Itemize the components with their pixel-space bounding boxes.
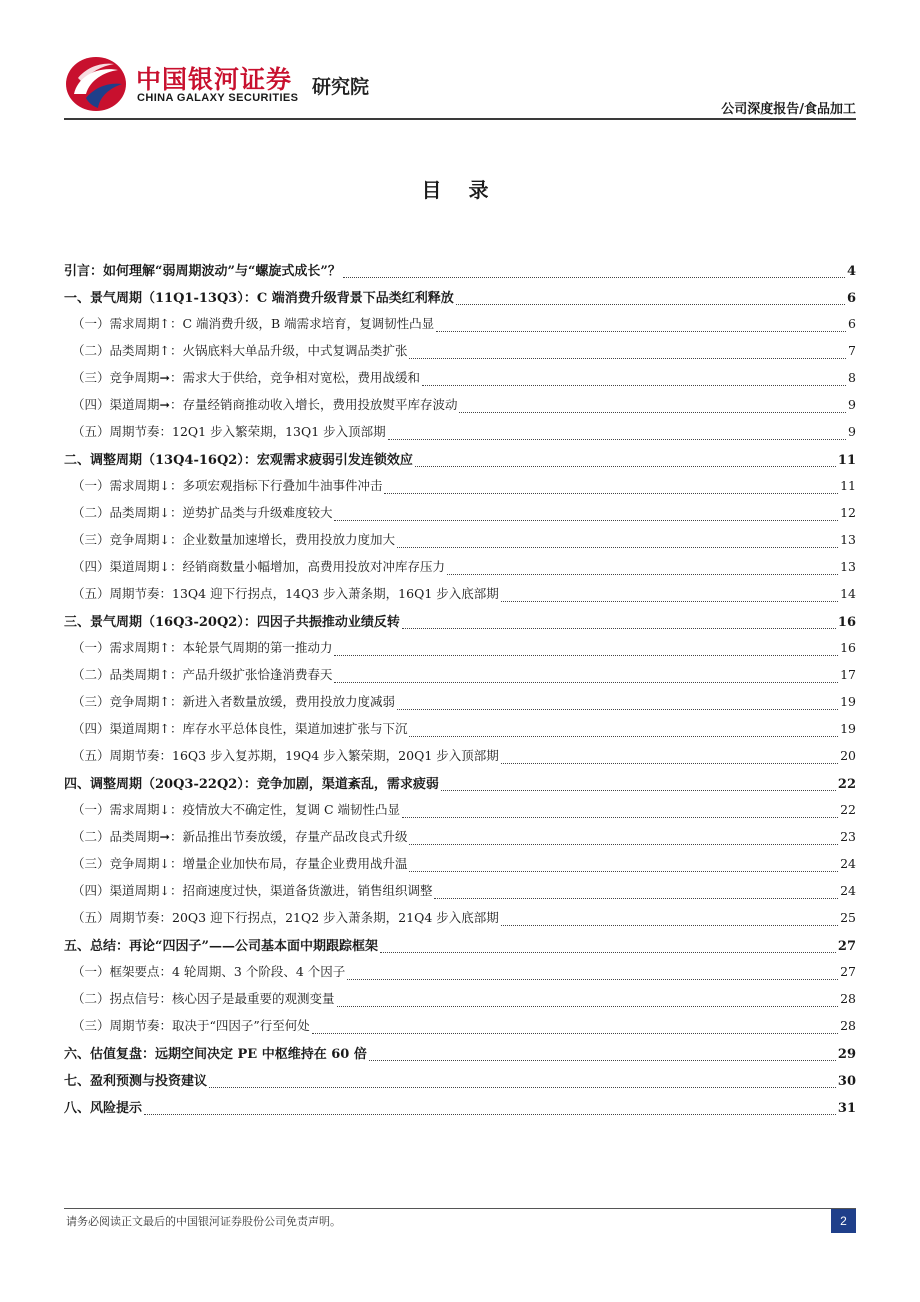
toc-entry-page: 23 xyxy=(840,829,856,844)
toc-entry-page: 9 xyxy=(848,397,856,412)
toc-leader-dots xyxy=(409,844,838,845)
toc-entry-title: （三）周期节奏：取决于“四因子”行至何处 xyxy=(72,1018,310,1033)
toc-entry[interactable] xyxy=(64,773,856,800)
toc-entry-title: 七、盈利预测与投资建议 xyxy=(64,1074,208,1089)
toc-entry-title: （二）拐点信号：核心因子是最重要的观测变量 xyxy=(72,991,335,1006)
toc-entry[interactable] xyxy=(64,692,856,719)
toc-leader-dots xyxy=(402,817,838,818)
toc-leader-dots xyxy=(209,1087,836,1088)
toc-leader-dots xyxy=(347,979,838,980)
toc-entry[interactable] xyxy=(64,665,856,692)
toc-entry[interactable] xyxy=(64,260,856,287)
toc-entry[interactable] xyxy=(64,746,856,773)
toc-entry-title: （四）渠道周期➞：存量经销商推动收入增长，费用投放熨平库存波动 xyxy=(72,397,458,412)
toc-entry-page: 14 xyxy=(840,586,856,601)
toc-entry-page: 27 xyxy=(837,939,856,954)
toc-leader-dots xyxy=(409,736,838,737)
toc-entry-page: 11 xyxy=(837,453,856,468)
toc-entry-title: 二、调整周期（13Q4-16Q2）：宏观需求疲弱引发连锁效应 xyxy=(64,453,413,468)
toc-leader-dots xyxy=(369,1060,836,1061)
toc-leader-dots xyxy=(409,871,838,872)
toc-leader-dots xyxy=(384,493,838,494)
toc-entry[interactable] xyxy=(64,827,856,854)
institute-label: 研究院 xyxy=(312,76,370,98)
toc-entry-page: 9 xyxy=(848,424,856,439)
toc-leader-dots xyxy=(312,1033,838,1034)
toc-entry[interactable] xyxy=(64,989,856,1016)
toc-entry-page: 16 xyxy=(840,640,856,655)
toc-entry-page: 7 xyxy=(848,343,856,358)
toc-leader-dots xyxy=(343,277,845,278)
toc-entry-title: （四）渠道周期↓：经销商数量小幅增加，高费用投放对冲库存压力 xyxy=(72,559,445,574)
toc-entry-title: 五、总结：再论“四因子”——公司基本面中期跟踪框架 xyxy=(64,939,378,954)
toc-leader-dots xyxy=(402,628,836,629)
toc-leader-dots xyxy=(397,709,838,710)
toc-entry-title: （一）需求周期↓：多项宏观指标下行叠加牛油事件冲击 xyxy=(72,478,383,493)
footer-disclaimer: 请务必阅读正文最后的中国银河证券股份公司免责声明。 xyxy=(66,1215,341,1228)
toc-leader-dots xyxy=(334,520,838,521)
toc-entry[interactable] xyxy=(64,341,856,368)
toc-entry-title: （一）框架要点：4 轮周期、3 个阶段、4 个因子 xyxy=(72,964,346,979)
toc-entry[interactable] xyxy=(64,962,856,989)
toc-entry[interactable] xyxy=(64,287,856,314)
brand-name-en: CHINA GALAXY SECURITIES xyxy=(137,92,299,104)
page-header xyxy=(64,50,856,120)
toc-entry-title: （四）渠道周期↑：库存水平总体良性，渠道加速扩张与下沉 xyxy=(72,721,408,736)
toc-entry-page: 22 xyxy=(840,802,856,817)
toc-leader-dots xyxy=(447,574,838,575)
toc-entry[interactable] xyxy=(64,1043,856,1070)
toc-entry-title: （二）品类周期↑：火锅底料大单品升级，中式复调品类扩张 xyxy=(72,343,408,358)
toc-leader-dots xyxy=(436,331,846,332)
toc-entry-title: 八、风险提示 xyxy=(64,1101,143,1116)
toc-entry[interactable] xyxy=(64,422,856,449)
toc-leader-dots xyxy=(380,952,836,953)
toc-entry[interactable] xyxy=(64,530,856,557)
toc-entry-page: 31 xyxy=(837,1101,856,1116)
toc-entry[interactable] xyxy=(64,881,856,908)
toc-entry-page: 20 xyxy=(840,748,856,763)
toc-entry-title: （四）渠道周期↓：招商速度过快，渠道备货激进，销售组织调整 xyxy=(72,883,433,898)
toc-entry[interactable] xyxy=(64,638,856,665)
toc-leader-dots xyxy=(388,439,846,440)
toc-entry-page: 24 xyxy=(840,883,856,898)
report-type-label: 公司深度报告/食品加工 xyxy=(721,102,856,117)
toc-entry-title: （五）周期节奏：12Q1 步入繁荣期，13Q1 步入顶部期 xyxy=(72,424,386,439)
toc-entry[interactable] xyxy=(64,908,856,935)
toc-leader-dots xyxy=(434,898,838,899)
toc-entry-title: （三）竞争周期↓：增量企业加快布局，存量企业费用战升温 xyxy=(72,856,408,871)
toc-entry[interactable] xyxy=(64,476,856,503)
toc-leader-dots xyxy=(144,1114,836,1115)
toc-leader-dots xyxy=(501,601,838,602)
toc-leader-dots xyxy=(459,412,846,413)
toc-entry-title: 引言：如何理解“弱周期波动”与“螺旋式成长”？ xyxy=(64,264,341,279)
toc-entry[interactable] xyxy=(64,395,856,422)
toc-entry[interactable] xyxy=(64,800,856,827)
toc-entry-title: （三）竞争周期↓：企业数量加速增长，费用投放力度加大 xyxy=(72,532,395,547)
toc-entry[interactable] xyxy=(64,935,856,962)
toc-entry-page: 6 xyxy=(846,291,856,306)
toc-entry-title: 一、景气周期（11Q1-13Q3）：C 端消费升级背景下品类红利释放 xyxy=(64,291,454,306)
toc-entry-title: （五）周期节奏：13Q4 迎下行拐点，14Q3 步入萧条期，16Q1 步入底部期 xyxy=(72,586,499,601)
toc-entry-page: 22 xyxy=(837,777,856,792)
footer-divider xyxy=(64,1208,856,1209)
toc-leader-dots xyxy=(334,655,838,656)
toc-entry[interactable] xyxy=(64,719,856,746)
toc-leader-dots xyxy=(415,466,836,467)
toc-entry-page: 13 xyxy=(840,559,856,574)
toc-entry[interactable] xyxy=(64,1097,856,1124)
toc-leader-dots xyxy=(441,790,836,791)
toc-entry-page: 12 xyxy=(840,505,856,520)
toc-leader-dots xyxy=(334,682,838,683)
toc-entry-title: （三）竞争周期↑：新进入者数量放缓，费用投放力度减弱 xyxy=(72,694,395,709)
toc-leader-dots xyxy=(501,925,838,926)
toc-entry[interactable] xyxy=(64,1016,856,1043)
toc-entry[interactable] xyxy=(64,449,856,476)
toc-entry[interactable] xyxy=(64,611,856,638)
toc-entry-title: （一）需求周期↑：本轮景气周期的第一推动力 xyxy=(72,640,333,655)
toc-entry-title: （二）品类周期↑：产品升级扩张恰逢消费春天 xyxy=(72,667,333,682)
galaxy-swirl-logo-icon xyxy=(64,54,128,114)
toc-entry-title: （二）品类周期➞：新品推出节奏放缓，存量产品改良式升级 xyxy=(72,829,408,844)
toc-entry-page: 19 xyxy=(840,694,856,709)
toc-entry-page: 6 xyxy=(848,316,856,331)
table-of-contents xyxy=(64,260,856,1124)
toc-entry-page: 19 xyxy=(840,721,856,736)
toc-entry-page: 8 xyxy=(848,370,856,385)
page-number-badge: 2 xyxy=(831,1209,856,1233)
toc-entry-page: 17 xyxy=(840,667,856,682)
toc-entry-title: （一）需求周期↓：疫情放大不确定性，复调 C 端韧性凸显 xyxy=(72,802,400,817)
toc-entry[interactable] xyxy=(64,368,856,395)
toc-entry-page: 11 xyxy=(840,478,856,493)
toc-entry-page: 28 xyxy=(840,991,856,1006)
toc-leader-dots xyxy=(397,547,838,548)
toc-entry[interactable] xyxy=(64,503,856,530)
toc-entry-page: 28 xyxy=(840,1018,856,1033)
toc-entry[interactable] xyxy=(64,584,856,611)
toc-entry-title: 六、估值复盘：远期空间决定 PE 中枢维持在 60 倍 xyxy=(64,1047,367,1062)
toc-entry-title: 四、调整周期（20Q3-22Q2）：竞争加剧，渠道紊乱，需求疲弱 xyxy=(64,777,439,792)
toc-leader-dots xyxy=(337,1006,839,1007)
brand-name-cn: 中国银河证券 xyxy=(136,65,293,94)
toc-entry[interactable] xyxy=(64,854,856,881)
toc-entry-page: 30 xyxy=(837,1074,856,1089)
toc-leader-dots xyxy=(409,358,846,359)
toc-leader-dots xyxy=(501,763,838,764)
toc-entry-title: （二）品类周期↓：逆势扩品类与升级难度较大 xyxy=(72,505,333,520)
toc-entry[interactable] xyxy=(64,1070,856,1097)
toc-entry-page: 4 xyxy=(846,264,856,279)
toc-entry-title: （五）周期节奏：16Q3 步入复苏期，19Q4 步入繁荣期，20Q1 步入顶部期 xyxy=(72,748,499,763)
toc-entry-title: （五）周期节奏：20Q3 迎下行拐点，21Q2 步入萧条期，21Q4 步入底部期 xyxy=(72,910,499,925)
toc-entry-page: 16 xyxy=(837,615,856,630)
toc-leader-dots xyxy=(456,304,845,305)
toc-entry[interactable] xyxy=(64,314,856,341)
header-divider xyxy=(64,118,856,120)
toc-leader-dots xyxy=(422,385,846,386)
toc-entry-page: 24 xyxy=(840,856,856,871)
toc-entry-page: 13 xyxy=(840,532,856,547)
toc-entry-title: 三、景气周期（16Q3-20Q2）：四因子共振推动业绩反转 xyxy=(64,615,400,630)
toc-entry-title: （三）竞争周期➞：需求大于供给，竞争相对宽松，费用战缓和 xyxy=(72,370,420,385)
toc-entry-page: 29 xyxy=(837,1047,856,1062)
toc-entry[interactable] xyxy=(64,557,856,584)
toc-title: 目 录 xyxy=(421,178,499,202)
toc-entry-title: （一）需求周期↑：C 端消费升级，B 端需求培育，复调韧性凸显 xyxy=(72,316,435,331)
toc-entry-page: 27 xyxy=(840,964,856,979)
toc-entry-page: 25 xyxy=(840,910,856,925)
